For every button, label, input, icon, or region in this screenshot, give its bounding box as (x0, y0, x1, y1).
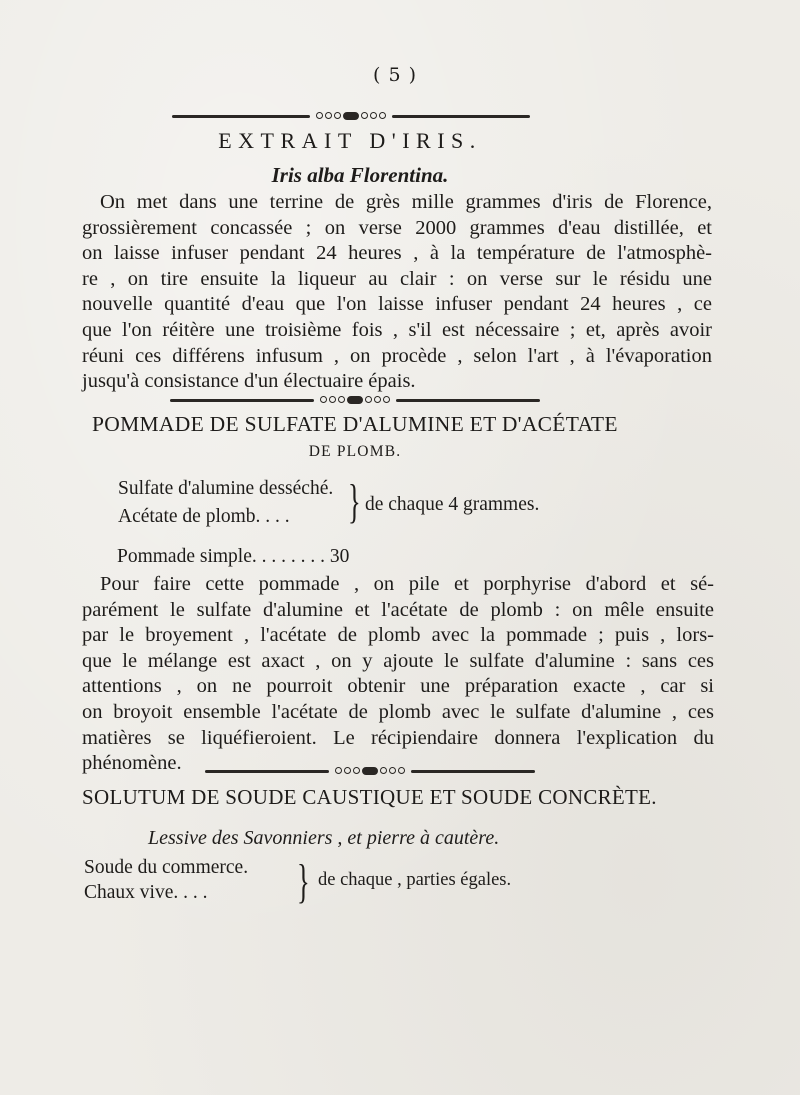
ornament-divider (172, 112, 530, 120)
text-line: On met dans une terrine de grès mille grammes d'iris de Florence, (100, 191, 712, 213)
brace-symbol: } (348, 475, 361, 528)
ingredient-line: Acétate de plomb. . . . (118, 506, 290, 527)
ingredient-line: Soude du commerce. (84, 857, 249, 878)
section-subtitle: Iris alba Florentina. (271, 163, 449, 187)
ingredient-line: Sulfate d'alumine desséché. (118, 478, 334, 499)
section-title: SOLUTUM DE SOUDE CAUSTIQUE ET SOUDE CONCRÈTE. (82, 785, 657, 809)
text-line: que le mélange est axact , on y ajoute le sulfate d'alumine : sans ces (82, 649, 714, 672)
ingredient-line: Chaux vive. . . . (84, 882, 208, 903)
section-subtitle: DE PLOMB. (308, 443, 402, 460)
text-line: Pour faire cette pommade , on pile et porphyrise d'abord et sé- (100, 573, 714, 595)
ingredient-line: Pommade simple. . . . . . . . 30 (117, 546, 350, 567)
page-number: ( 5 ) (373, 64, 417, 86)
dose-text: de chaque , parties égales. (318, 870, 512, 890)
ornament-divider (170, 396, 540, 404)
text-line: jusqu'à consistance d'un électuaire épais. (82, 370, 416, 393)
text-line: matières se liquéfieroient. Le récipiendaire donnera l'explication du (82, 726, 714, 749)
text-line: attentions , on ne pourroit obtenir une préparation exacte , car si (82, 675, 714, 698)
paragraph-pommade (82, 572, 714, 777)
dose-text: de chaque 4 grammes. (365, 494, 540, 515)
text-line: on laisse infuser pendant 24 heures , à la température de l'atmosphè- (82, 242, 712, 265)
section-title: EXTRAIT D'IRIS. (218, 128, 482, 153)
text-line: re , on tire ensuite la liqueur au clair : on verse sur le résidu une (82, 267, 712, 290)
section-subtitle: Lessive des Savonniers , et pierre à cautère. (148, 827, 500, 849)
text-line: que l'on réitère une troisième fois , s'il est nécessaire ; et, après avoir (82, 318, 712, 341)
brace-symbol: } (297, 855, 310, 908)
text-line: grossièrement concassée ; on verse 2000 grammes d'eau distillée, et (82, 216, 712, 239)
ornament-divider (205, 767, 535, 775)
text-line: parément le sulfate d'alumine et l'acétate de plomb : on mêle ensuite (82, 598, 714, 621)
text-line: on broyoit ensemble l'acétate de plomb avec le sulfate d'alumine , ces (82, 700, 714, 723)
section-title: POMMADE DE SULFATE D'ALUMINE ET D'ACÉTATE (92, 412, 618, 436)
text-line: phénomène. (82, 752, 182, 775)
text-line: par le broyement , l'acétate de plomb avec la pommade ; puis , lors- (82, 624, 714, 647)
text-line: nouvelle quantité d'eau que l'on laisse infuser pendant 24 heures , ce (82, 293, 712, 316)
paragraph-iris (82, 190, 712, 395)
text-line: réuni ces différens infusum , on procède , selon l'art , à l'évaporation (82, 344, 712, 367)
